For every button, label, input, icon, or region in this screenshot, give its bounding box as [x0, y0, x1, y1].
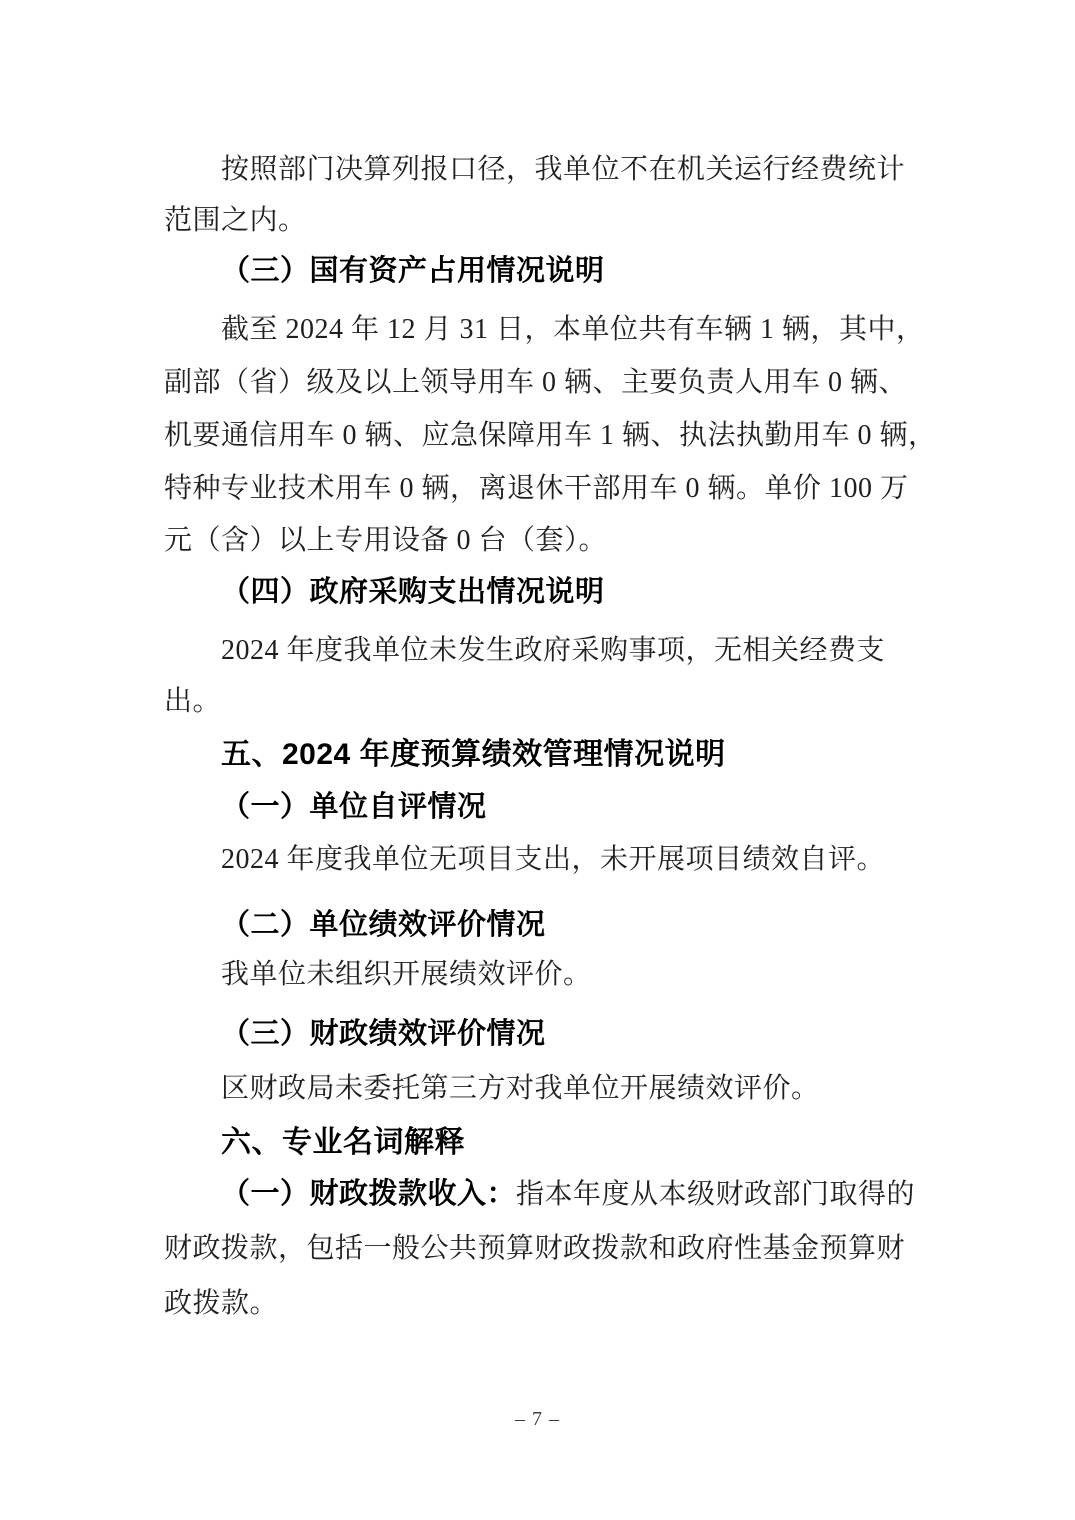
heading-gov-procurement: （四）政府采购支出情况说明: [221, 576, 605, 608]
para-assets-line-1: 截至 2024 年 12 月 31 日，本单位共有车辆 1 辆，其中，: [221, 314, 925, 345]
heading-self-evaluation: （一）单位自评情况: [221, 791, 487, 823]
para-assets-line-5: 元（含）以上专用设备 0 台（套）。: [164, 525, 608, 556]
para-term-fiscal-appropriation-line-1: [164, 1178, 915, 1211]
heading-unit-performance-evaluation: （二）单位绩效评价情况: [221, 909, 546, 941]
para-procurement-line-1: 2024 年度我单位未发生政府采购事项，无相关经费支: [221, 635, 886, 666]
para-term-fiscal-appropriation-line-2: 财政拨款，包括一般公共预算财政拨款和政府性基金预算财: [164, 1233, 906, 1264]
para-assets-line-4: 特种专业技术用车 0 辆，离退休干部用车 0 辆。单价 100 万: [164, 473, 909, 504]
para-agency-expense-line-1: 按照部门决算列报口径，我单位不在机关运行经费统计: [221, 154, 906, 185]
para-agency-expense-line-2: 范围之内。: [164, 205, 307, 236]
para-term-fiscal-appropriation-line-3: 政拨款。: [164, 1288, 279, 1319]
para-unit-performance-evaluation: 我单位未组织开展绩效评价。: [221, 959, 592, 990]
document-body: [164, 0, 954, 1520]
para-procurement-line-2: 出。: [164, 686, 222, 717]
para-self-evaluation: 2024 年度我单位无项目支出，未开展项目绩效自评。: [221, 844, 886, 875]
heading-state-assets: （三）国有资产占用情况说明: [221, 255, 605, 287]
term-fiscal-appropriation-text: 指本年度从本级财政部门取得的: [516, 1179, 916, 1210]
page-number: – 7 –: [515, 1408, 560, 1430]
heading-section-6-terms: 六、专业名词解释: [221, 1126, 465, 1159]
para-assets-line-2: 副部（省）级及以上领导用车 0 辆、主要负责人用车 0 辆、: [164, 367, 908, 398]
term-fiscal-appropriation-label: （一）财政拨款收入：: [221, 1178, 517, 1210]
heading-fiscal-performance-evaluation: （三）财政绩效评价情况: [221, 1018, 546, 1050]
para-fiscal-performance-evaluation: 区财政局未委托第三方对我单位开展绩效评价。: [221, 1073, 820, 1104]
heading-section-5-performance: 五、2024 年度预算绩效管理情况说明: [221, 738, 726, 771]
para-assets-line-3: 机要通信用车 0 辆、应急保障用车 1 辆、执法执勤用车 0 辆，: [164, 420, 937, 451]
